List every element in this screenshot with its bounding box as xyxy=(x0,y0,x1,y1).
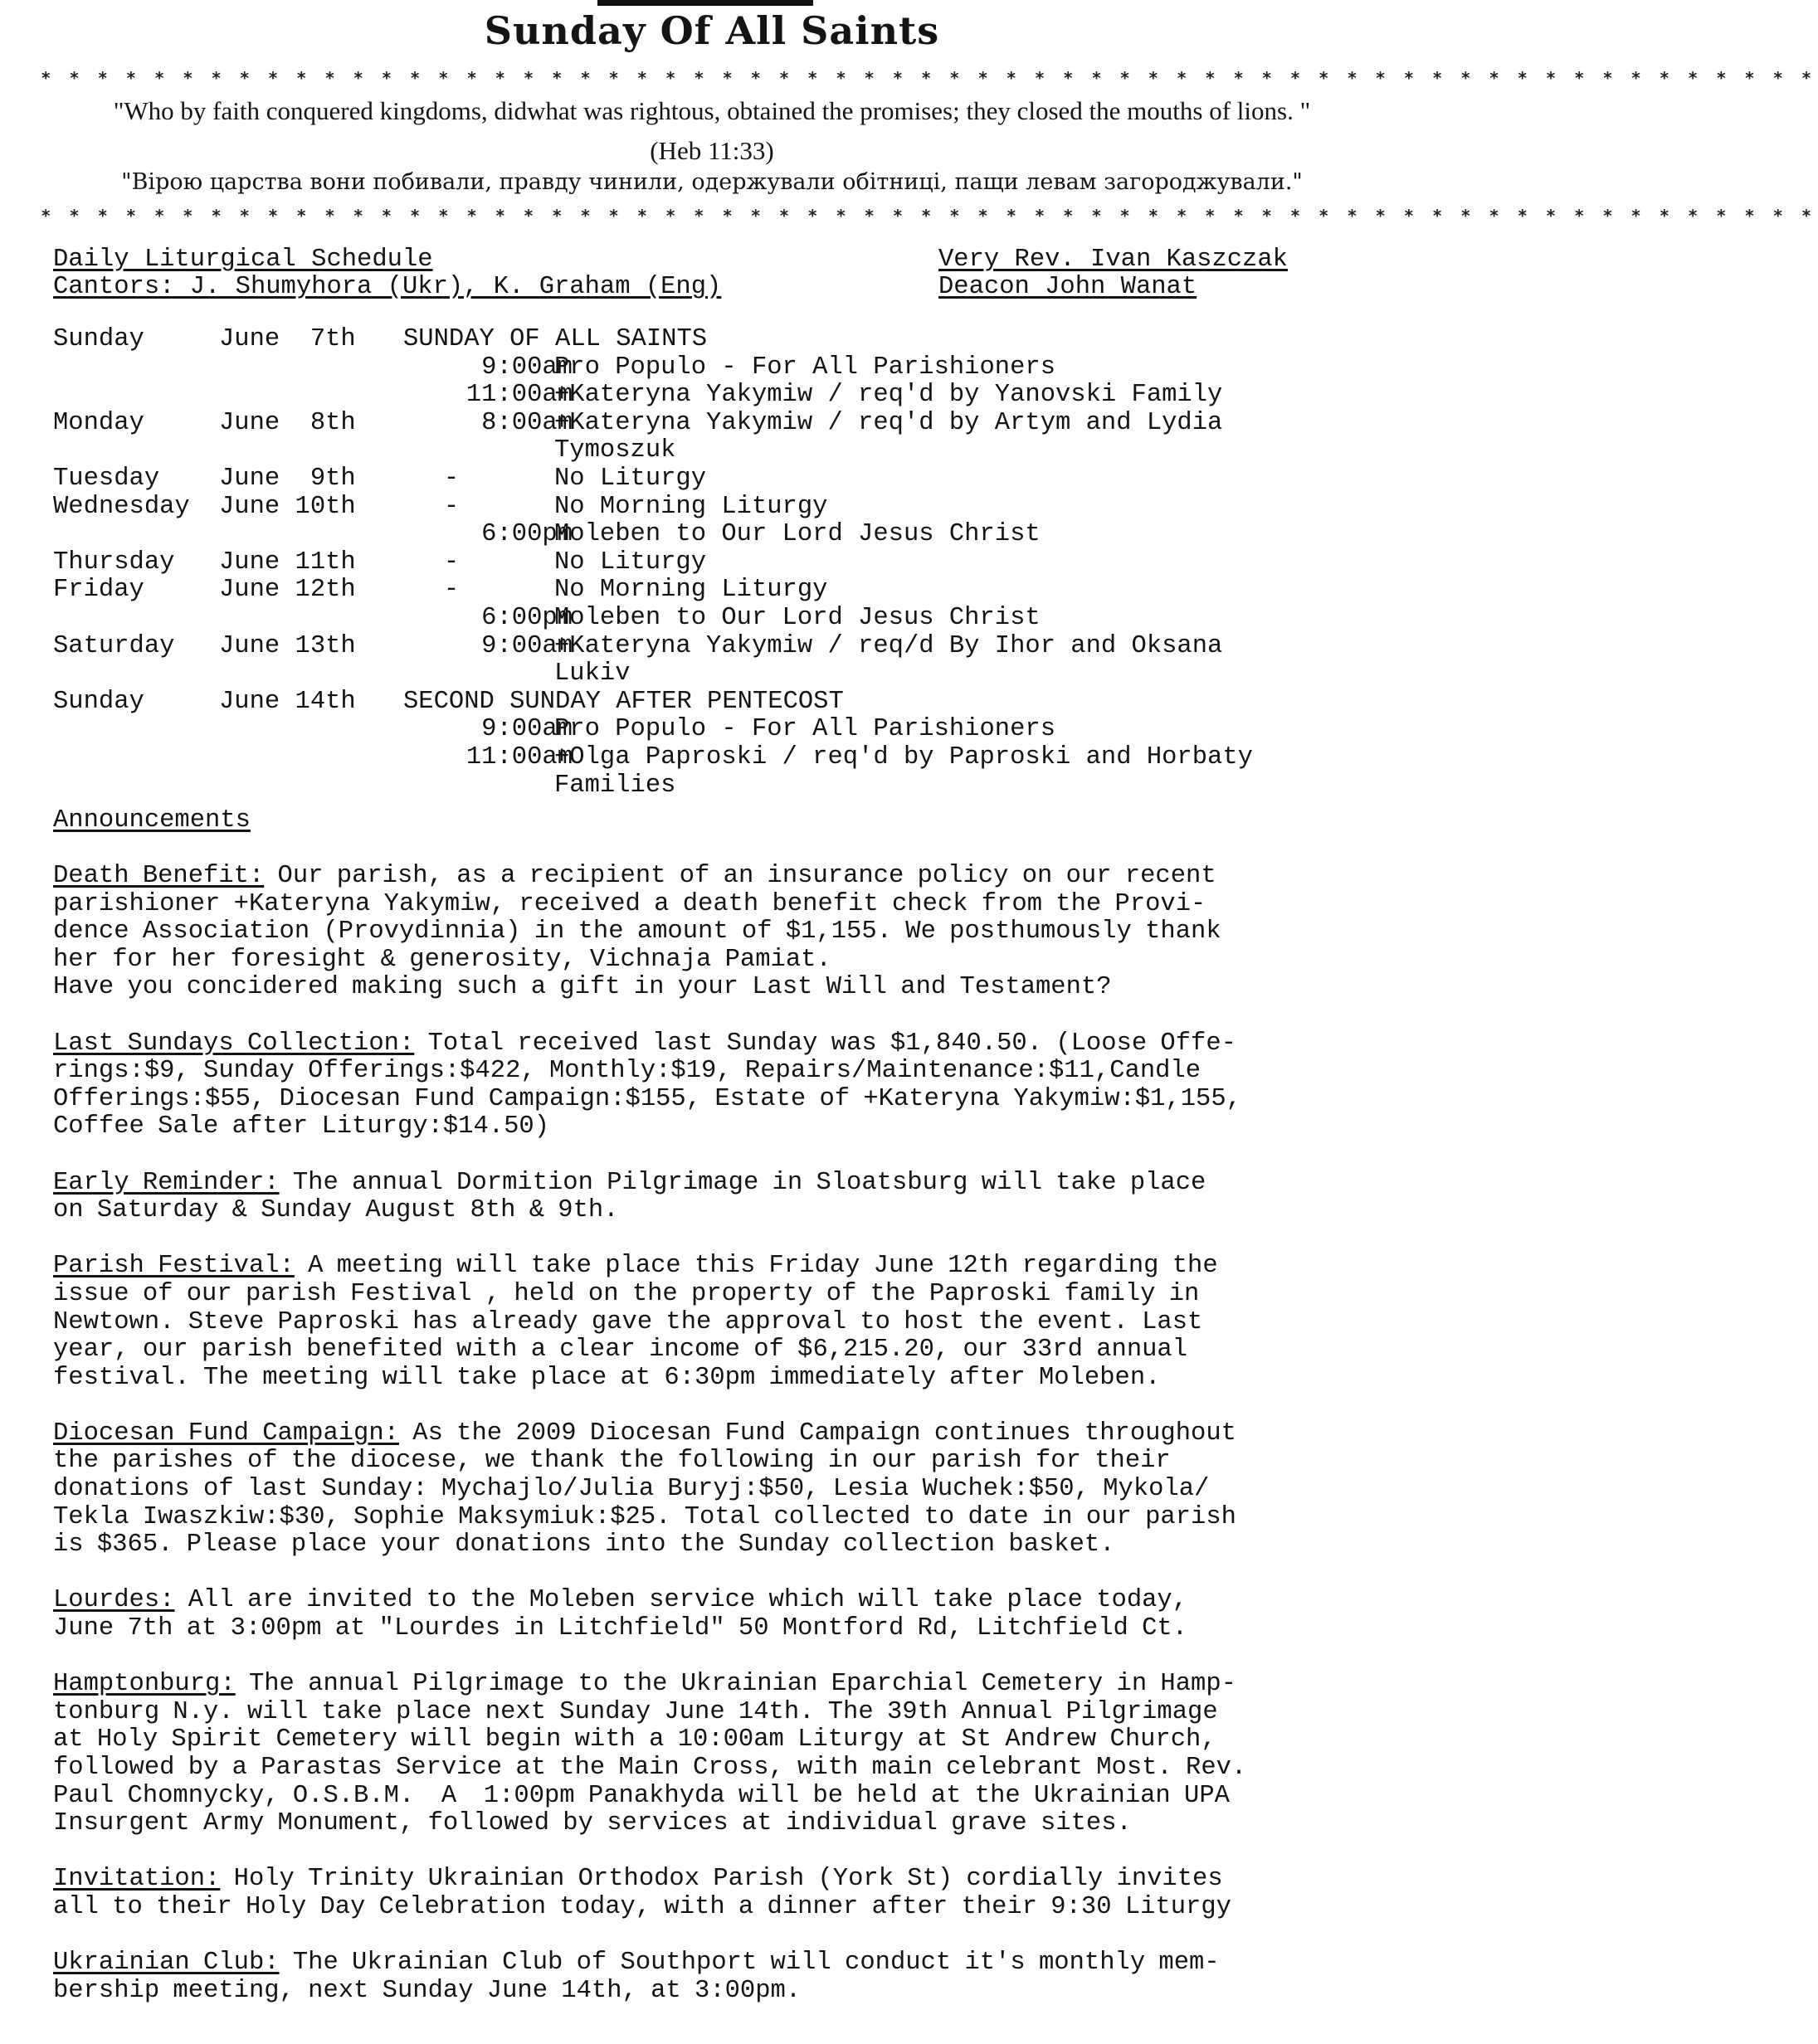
announcement-text: The Ukrainian Club of Southport will conduct it's monthly mem- xyxy=(279,1949,1220,1978)
announcement-line: her for her foresight & generosity, Vichnaja Pamiat. xyxy=(53,945,831,974)
announcement-label: Lourdes: xyxy=(53,1586,175,1615)
announcements-list xyxy=(53,863,1397,2033)
schedule-day: Saturday xyxy=(53,631,175,660)
schedule-day: Sunday xyxy=(53,325,144,353)
announcement-line: parishioner +Kateryna Yakymiw, received a death benefit check from the Provi- xyxy=(53,889,1206,918)
schedule-time: 11:00am xyxy=(465,742,573,771)
announcement-line: Have you concidered making such a gift in your Last Will and Testament? xyxy=(53,973,1112,1002)
schedule-day: Sunday xyxy=(53,687,144,716)
schedule-date: June 8th xyxy=(219,408,356,437)
schedule-time: - xyxy=(443,492,460,521)
star-divider-bottom: * * * * * * * * * * * * * * * * * * * * * * * * * * * * * * * * * * * * * * * * * * * * * * * * * * * * * * * * * * * * * * * xyxy=(41,206,1818,226)
announcement xyxy=(53,1866,1397,1921)
schedule-description: Pro Populo - For All Parishioners xyxy=(554,353,1055,382)
announcement-line: dence Association (Provydinnia) in the amount of $1,155. We posthumously thank xyxy=(53,917,1221,947)
announcement-line: tonburg N.y. will take place next Sunday June 14th. The 39th Annual Pilgrimage xyxy=(53,1697,1218,1726)
schedule-date: June 9th xyxy=(219,464,356,493)
announcement-line: donations of last Sunday: Mychajlo/Julia Buryj:$50, Lesia Wuchek:$50, Mykola/ xyxy=(53,1475,1210,1504)
schedule-date: June 14th xyxy=(219,687,356,716)
schedule-description: No Morning Liturgy xyxy=(554,492,828,521)
announcement-line: followed by a Parastas Service at the Main Cross, with main celebrant Most. Rev. xyxy=(53,1754,1247,1782)
schedule-description: Moleben to Our Lord Jesus Christ xyxy=(554,603,1041,632)
schedule-time: 9:00am xyxy=(481,631,573,660)
announcement-line: all to their Holy Day Celebration today, with a dinner after their 9:30 Liturgy xyxy=(53,1892,1231,1921)
schedule-day: Monday xyxy=(53,408,144,437)
cantors-line: Cantors: J. Shumyhora (Ukr), K. Graham (Eng) xyxy=(53,273,722,301)
schedule-time: 8:00am xyxy=(481,408,573,437)
schedule-time: - xyxy=(443,548,460,577)
announcements-title: Announcements xyxy=(53,806,251,835)
announcement-text: The annual Dormition Pilgrimage in Sloatsburg will take place xyxy=(279,1168,1206,1197)
announcement-text: Our parish, as a recipient of an insurance policy on our recent xyxy=(264,862,1216,890)
scripture-quote-ukrainian: "Вірою царства вони побивали, правду чинили, одержували обітниці, пащи левам загороджували." xyxy=(121,169,1303,195)
announcement-text: All are invited to the Moleben service which will take place today, xyxy=(174,1586,1188,1615)
deacon-name: Deacon John Wanat xyxy=(938,273,1197,301)
announcement-line xyxy=(53,863,1397,891)
announcement-line xyxy=(53,1253,1397,1281)
schedule-description: Moleben to Our Lord Jesus Christ xyxy=(554,520,1041,549)
announcement-label: Ukrainian Club: xyxy=(53,1949,280,1978)
announcement-line xyxy=(53,1587,1397,1615)
announcement-line xyxy=(53,1170,1397,1198)
announcement-line: Newtown. Steve Paproski has already gave the approval to host the event. Last xyxy=(53,1307,1203,1336)
schedule-date: June 13th xyxy=(219,631,356,660)
announcement xyxy=(53,1253,1397,1392)
schedule-heading: SUNDAY OF ALL SAINTS xyxy=(403,325,708,353)
schedule-description: Tymoszuk xyxy=(554,436,676,465)
schedule-time: 6:00pm xyxy=(481,520,573,549)
announcement-line: Insurgent Army Monument, followed by services at individual grave sites. xyxy=(53,1809,1132,1838)
schedule-description: No Liturgy xyxy=(554,548,707,577)
announcement-line: on Saturday & Sunday August 8th & 9th. xyxy=(53,1196,619,1225)
announcement-line xyxy=(53,1866,1397,1894)
schedule-description: No Liturgy xyxy=(554,464,707,493)
schedule-title: Daily Liturgical Schedule xyxy=(53,246,433,274)
schedule-description: +Kateryna Yakymiw / req'd by Artym and Lydia xyxy=(554,408,1223,437)
announcement-line xyxy=(53,1420,1397,1448)
schedule-date: June 11th xyxy=(219,548,356,577)
announcement-line xyxy=(53,1030,1397,1058)
schedule-description: Pro Populo - For All Parishioners xyxy=(554,715,1055,744)
schedule-description: No Morning Liturgy xyxy=(554,576,828,605)
schedule-description: +Kateryna Yakymiw / req'd by Yanovski Family xyxy=(554,381,1223,410)
page-title: Sunday Of All Saints xyxy=(484,8,940,53)
announcement-line: year, our parish benefited with a clear income of $6,215.20, our 33rd annual xyxy=(53,1336,1188,1365)
announcement xyxy=(53,1030,1397,1141)
announcement-text: A meeting will take place this Friday June 12th regarding the xyxy=(294,1252,1218,1281)
announcement-text: Total received last Sunday was $1,840.50. (Loose Offe- xyxy=(414,1029,1236,1058)
announcement-line: June 7th at 3:00pm at "Lourdes in Litchfield" 50 Montford Rd, Litchfield Ct. xyxy=(53,1614,1188,1643)
announcement-text: As the 2009 Diocesan Fund Campaign continues throughout xyxy=(398,1419,1236,1448)
scripture-quote-english: "Who by faith conquered kingdoms, didwhat was rightous, obtained the promises; they closed the mouths of lions. " xyxy=(113,96,1311,125)
announcement-line: at Holy Spirit Cemetery will begin with a 10:00am Liturgy at St Andrew Church, xyxy=(53,1725,1216,1754)
schedule-description: Families xyxy=(554,771,676,800)
announcement-line xyxy=(53,1949,1397,1978)
announcement-line: festival. The meeting will take place at 6:30pm immediately after Moleben. xyxy=(53,1363,1161,1392)
announcement xyxy=(53,1671,1397,1838)
announcement-label: Death Benefit: xyxy=(53,862,265,890)
schedule-time: 9:00am xyxy=(481,715,573,744)
schedule-description: +Kateryna Yakymiw / req/d By Ihor and Oksana xyxy=(554,631,1223,660)
schedule-time: 9:00am xyxy=(481,353,573,382)
schedule-date: June 7th xyxy=(219,325,356,353)
announcement-line: Coffee Sale after Liturgy:$14.50) xyxy=(53,1112,549,1141)
schedule-time: 6:00pm xyxy=(481,603,573,632)
announcement xyxy=(53,1587,1397,1642)
priest-name: Very Rev. Ivan Kaszczak xyxy=(938,246,1288,274)
announcement-line xyxy=(53,1671,1397,1699)
schedule-date: June 12th xyxy=(219,576,356,605)
schedule-time: - xyxy=(443,464,460,493)
announcement-label: Diocesan Fund Campaign: xyxy=(53,1419,399,1448)
schedule-day: Wednesday xyxy=(53,492,190,521)
schedule-day: Thursday xyxy=(53,548,175,577)
announcement-label: Last Sundays Collection: xyxy=(53,1029,415,1058)
announcement xyxy=(53,863,1397,1002)
schedule-heading: SECOND SUNDAY AFTER PENTECOST xyxy=(403,687,844,716)
announcement-label: Hamptonburg: xyxy=(53,1670,236,1699)
star-divider-top: * * * * * * * * * * * * * * * * * * * * * * * * * * * * * * * * * * * * * * * * * * * * * * * * * * * * * * * * * * * * * * * xyxy=(41,68,1818,88)
announcement-line: Offerings:$55, Diocesan Fund Campaign:$155, Estate of +Kateryna Yakymiw:$1,155, xyxy=(53,1084,1241,1113)
schedule-time: - xyxy=(443,576,460,605)
announcement-line: issue of our parish Festival , held on the property of the Paproski family in xyxy=(53,1279,1200,1308)
scripture-reference: (Heb 11:33) xyxy=(650,136,774,165)
announcement-line: the parishes of the diocese, we thank the following in our parish for their xyxy=(53,1447,1171,1476)
announcement-line: Paul Chomnycky, O.S.B.M. A 1:00pm Panakhyda will be held at the Ukrainian UPA xyxy=(53,1781,1230,1810)
announcement-text: The annual Pilgrimage to the Ukrainian Eparchial Cemetery in Hamp- xyxy=(235,1670,1236,1699)
announcement-text: Holy Trinity Ukrainian Orthodox Parish (York St) cordially invites xyxy=(220,1865,1223,1894)
announcement xyxy=(53,1420,1397,1560)
schedule-time: 11:00am xyxy=(465,381,573,410)
announcement-line: bership meeting, next Sunday June 14th, at 3:00pm. xyxy=(53,1976,802,2005)
announcement-line: Tekla Iwaszkiw:$30, Sophie Maksymiuk:$25. Total collected to date in our parish xyxy=(53,1502,1236,1531)
schedule-date: June 10th xyxy=(219,492,356,521)
schedule-description: +Olga Paproski / req'd by Paproski and Horbaty xyxy=(554,742,1253,771)
announcement xyxy=(53,1949,1397,2005)
announcement-line: rings:$9, Sunday Offerings:$422, Monthly:$19, Repairs/Maintenance:$11,Candle xyxy=(53,1057,1201,1086)
announcement-line: is $365. Please place your donations into the Sunday collection basket. xyxy=(53,1531,1115,1560)
schedule-description: Lukiv xyxy=(554,659,631,689)
schedule-day: Friday xyxy=(53,576,144,605)
announcement-label: Parish Festival: xyxy=(53,1252,295,1281)
schedule-day: Tuesday xyxy=(53,464,160,493)
announcement xyxy=(53,1170,1397,1225)
top-decoration-bar xyxy=(597,0,813,6)
announcement-label: Invitation: xyxy=(53,1865,221,1894)
announcement-label: Early Reminder: xyxy=(53,1168,280,1197)
